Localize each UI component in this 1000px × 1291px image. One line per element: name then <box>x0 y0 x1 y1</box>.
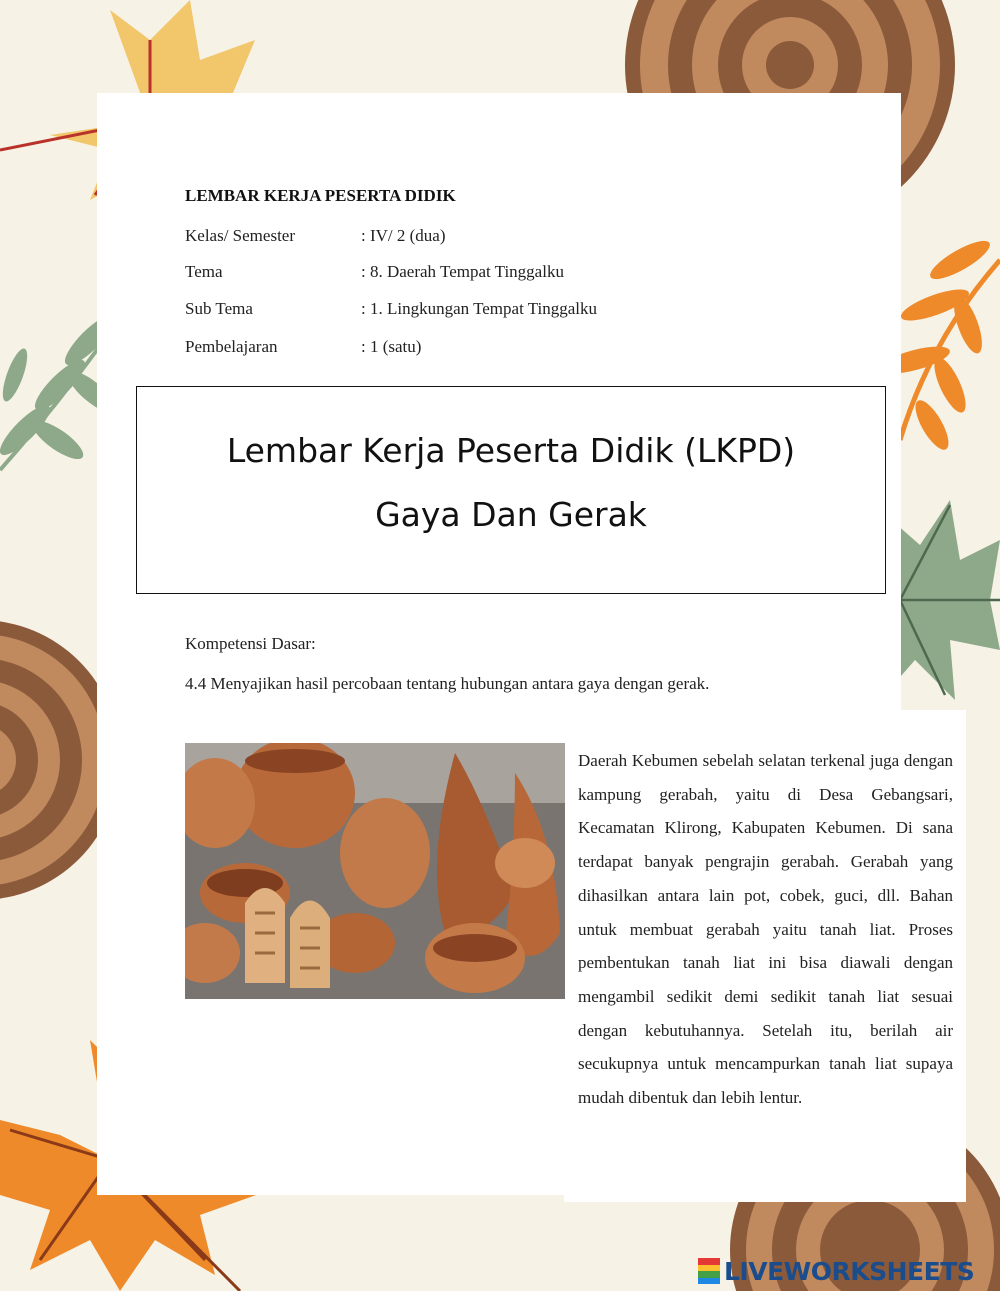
worksheet-header-title: LEMBAR KERJA PESERTA DIDIK <box>185 186 456 205</box>
info-row-tema <box>185 262 564 282</box>
lkpd-title-box <box>136 386 886 594</box>
liveworksheets-mark-icon <box>698 1258 720 1284</box>
info-value: : 1 (satu) <box>361 337 422 356</box>
info-label: Tema <box>185 262 223 281</box>
info-row-kelas <box>185 226 446 246</box>
lkpd-title-line2: Gaya Dan Gerak <box>375 495 647 534</box>
info-value: : 1. Lingkungan Tempat Tinggalku <box>361 299 598 318</box>
kompetensi-dasar-text: 4.4 Menyajikan hasil percobaan tentang hubungan antara gaya dengan gerak. <box>185 674 710 693</box>
info-value: : 8. Daerah Tempat Tinggalku <box>361 262 564 281</box>
liveworksheets-logo[interactable] <box>698 1255 974 1287</box>
kompetensi-dasar-label: Kompetensi Dasar: <box>185 634 316 653</box>
info-label: Sub Tema <box>185 299 253 318</box>
pottery-photo <box>185 743 565 999</box>
info-row-pembelajaran <box>185 337 421 357</box>
info-label: Kelas/ Semester <box>185 226 295 245</box>
gerabah-paragraph: Daerah Kebumen sebelah selatan terkenal juga dengan kampung gerabah, yaitu di Desa Gebangsari, Kecamatan Klirong, Kabupaten Kebumen. Di sana terdapat banyak pengrajin gerabah. Gerabah yang dihasilkan antara lain pot, cobek, guci, dll. Bahan untuk membuat gerabah yaitu tanah liat. Proses pembentukan tanah liat ini bisa diawali dengan mengambil sedikit demi sedikit tanah liat sesuai dengan kebutuhannya. Setelah itu, berilah air secukupnya untuk mencampurkan tanah liat supaya mudah dibentuk dan lebih lentur. <box>578 751 953 1108</box>
info-row-sub-tema <box>185 299 597 319</box>
info-value: : IV/ 2 (dua) <box>361 226 446 245</box>
liveworksheets-brand-text: LIVEWORKSHEETS <box>724 1256 975 1286</box>
lkpd-title-line1: Lembar Kerja Peserta Didik (LKPD) <box>226 431 796 470</box>
info-label: Pembelajaran <box>185 337 278 356</box>
